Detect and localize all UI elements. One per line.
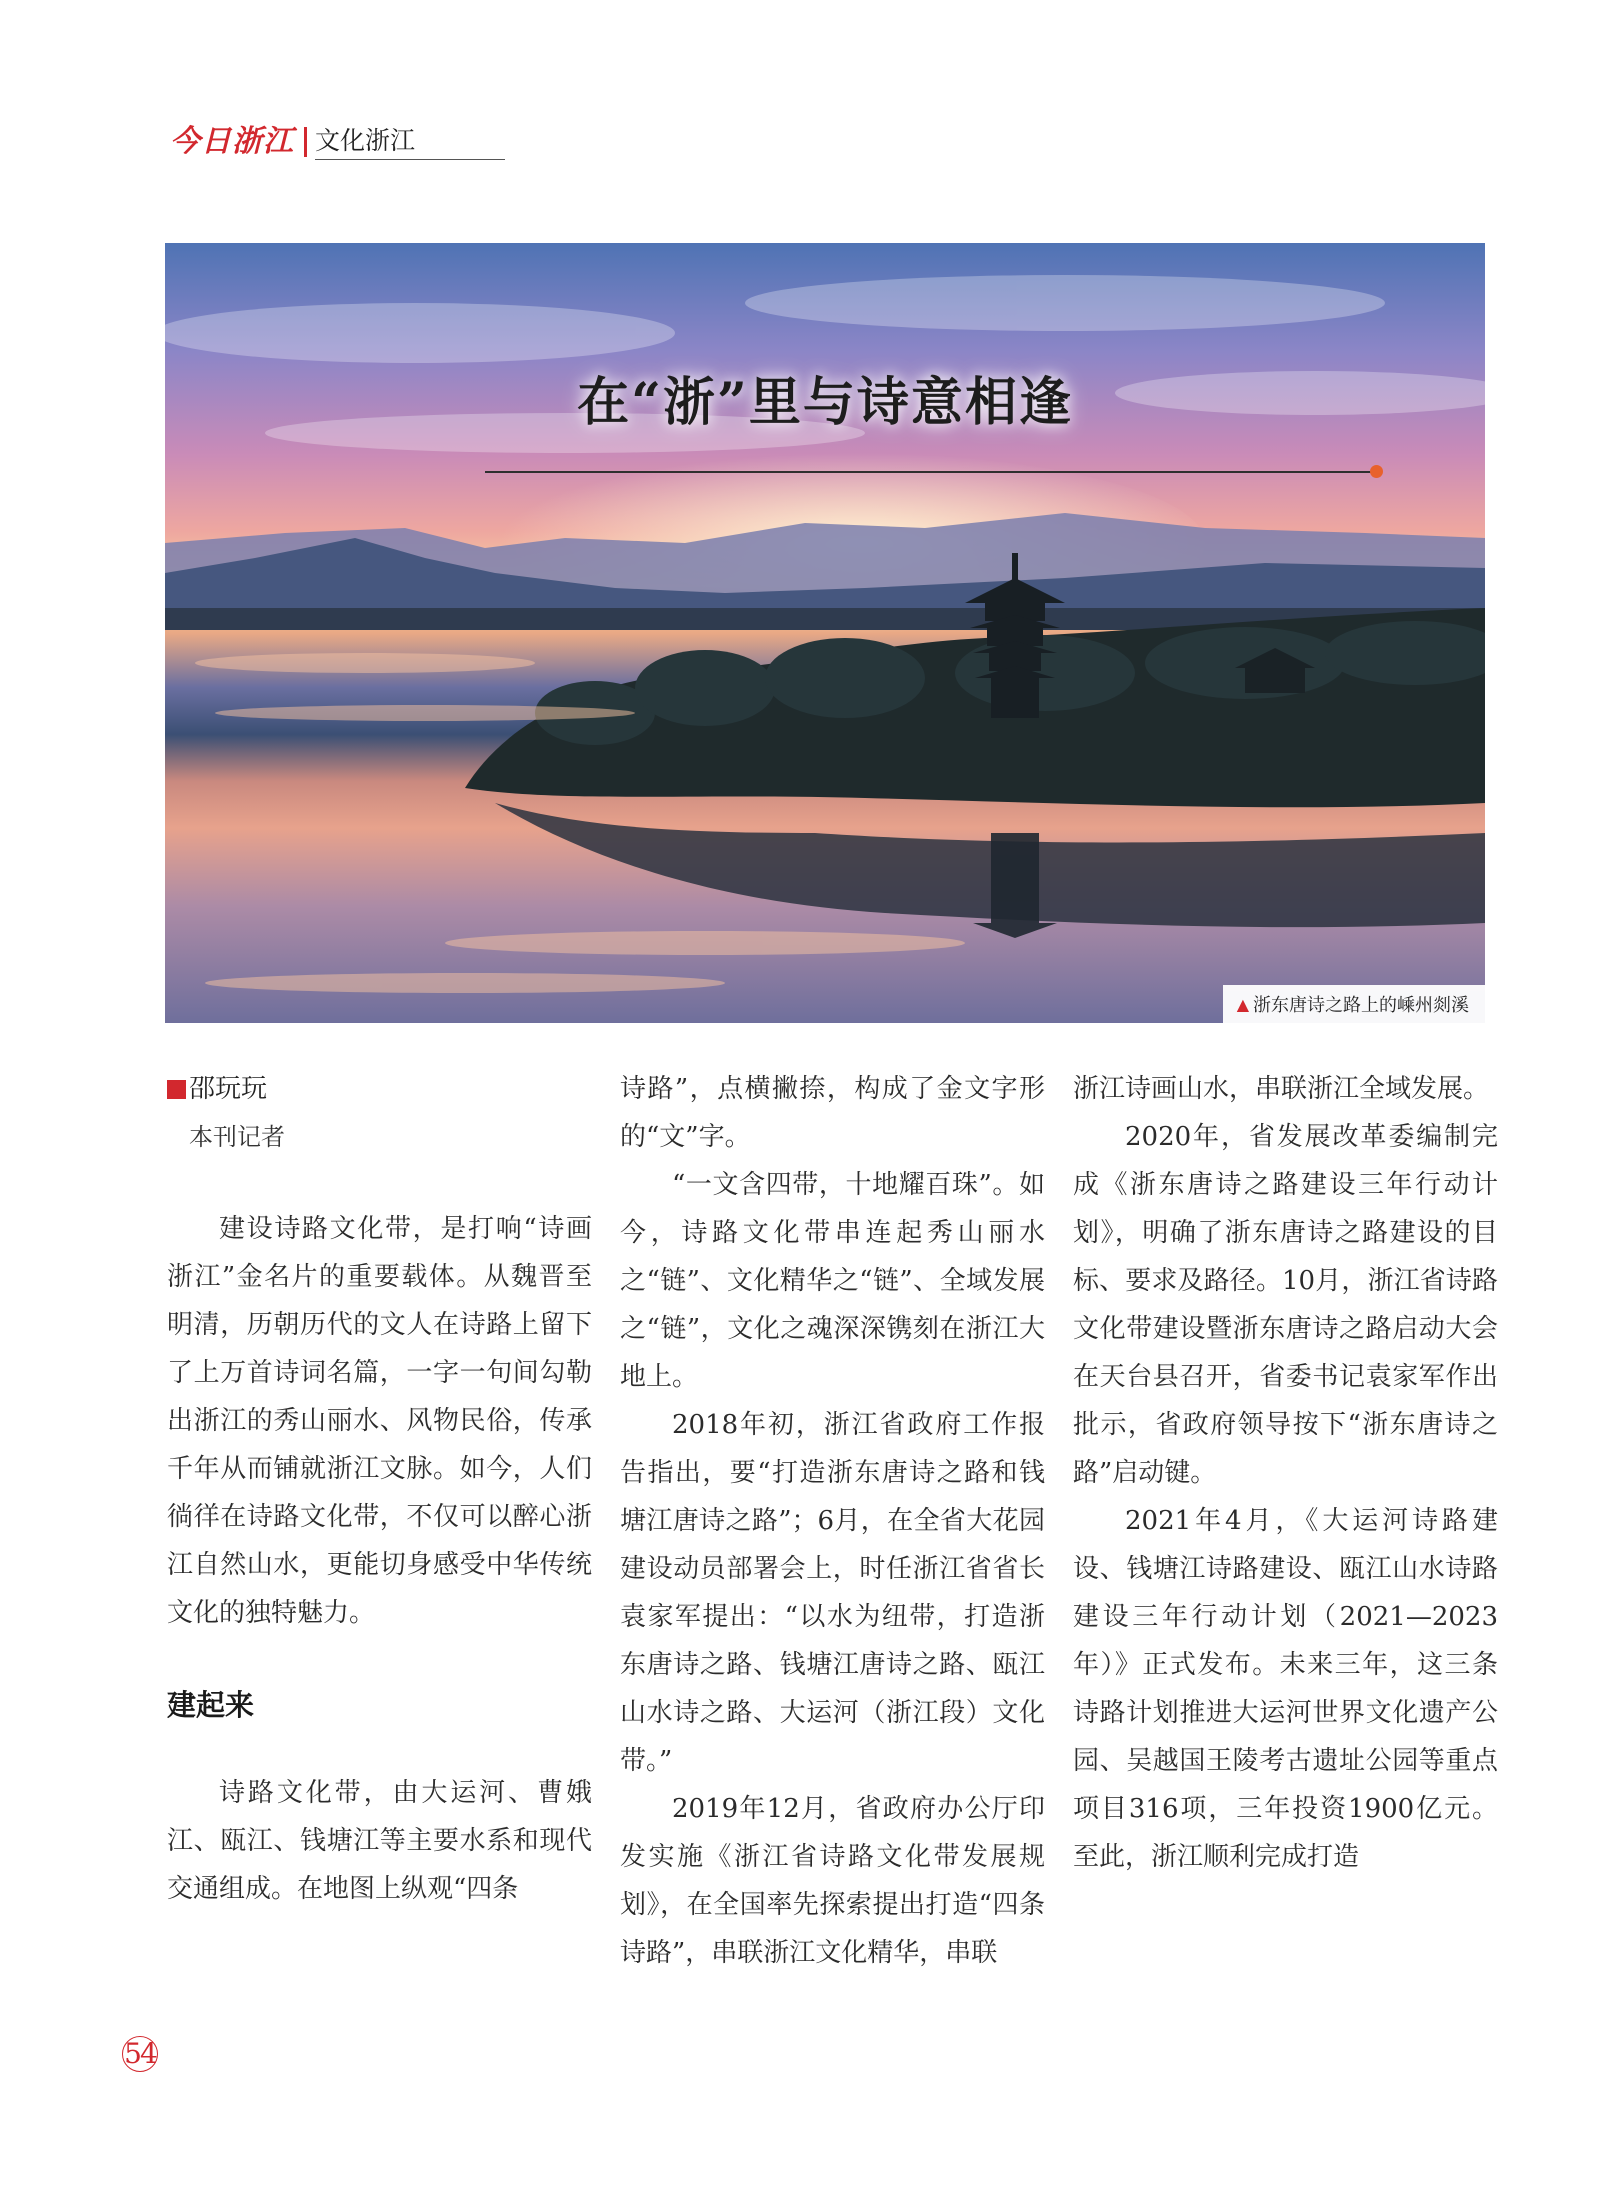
paragraph: 2018年初，浙江省政府工作报告指出，要“打造浙东唐诗之路和钱塘江唐诗之路”；6月，在全省大花园建设动员部署会上，时任浙江省省长袁家军提出：“以水为纽带，打造浙东唐诗之路、钱塘江唐诗之路、瓯江山水诗之路、大运河（浙江段）文化带。” — [620, 1410, 1045, 1776]
paragraph: 2020年，省发展改革委编制完成《浙东唐诗之路建设三年行动计划》，明确了浙东唐诗之路建设的目标、要求及路径。10月，浙江省诗路文化带建设暨浙东唐诗之路启动大会在天台县召开，省委书记袁家军作出批示，省政府领导按下“浙东唐诗之路”启动键。 — [1073, 1122, 1498, 1488]
page-header — [170, 124, 505, 160]
text-column-3 — [1073, 1065, 1498, 1881]
paragraph: 2021年4月，《大运河诗路建设、钱塘江诗路建设、瓯江山水诗路建设三年行动计划（2021—2023年）》正式发布。未来三年，这三条诗路计划推进大运河世界文化遗产公园、吴越国王陵考古遗址公园等重点项目316项，三年投资1900亿元。至此，浙江顺利完成打造 — [1073, 1506, 1498, 1872]
photo-caption — [1223, 985, 1485, 1023]
header-divider — [304, 127, 307, 157]
caption-text: 浙东唐诗之路上的嵊州剡溪 — [1253, 995, 1469, 1016]
byline — [167, 1065, 592, 1113]
author-role: 本刊记者 — [189, 1123, 285, 1151]
title-underline — [485, 471, 1375, 473]
section-heading: 建起来 — [167, 1688, 255, 1722]
page-number: 54 — [122, 2036, 158, 2072]
title-underline-dot — [1370, 465, 1383, 478]
section-name: 文化浙江 — [315, 123, 505, 160]
text-column-2 — [620, 1065, 1045, 1977]
paragraph: “一文含四带，十地耀百珠”。如今，诗路文化带串连起秀山丽水之“链”、文化精华之“链”、全域发展之“链”，文化之魂深深镌刻在浙江大地上。 — [620, 1170, 1045, 1392]
paragraph: 浙江诗画山水，串联浙江全域发展。 — [1073, 1074, 1490, 1104]
hero-photo — [165, 243, 1485, 1023]
paragraph: 建设诗路文化带，是打响“诗画浙江”金名片的重要载体。从魏晋至明清，历朝历代的文人在诗路上留下了上万首诗词名篇，一字一句间勾勒出浙江的秀山丽水、风物民俗，传承千年从而铺就浙江文脉。如今，人们徜徉在诗路文化带，不仅可以醉心浙江自然山水，更能切身感受中华传统文化的独特魅力。 — [167, 1214, 592, 1628]
paragraph: 2019年12月，省政府办公厅印发实施《浙江省诗路文化带发展规划》，在全国率先探索提出打造“四条诗路”，串联浙江文化精华，串联 — [620, 1794, 1045, 1968]
magazine-logo: 今日浙江 — [170, 124, 294, 159]
paragraph: 诗路”，点横撇捺，构成了金文字形的“文”字。 — [620, 1074, 1045, 1152]
paragraph: 诗路文化带，由大运河、曹娥江、瓯江、钱塘江等主要水系和现代交通组成。在地图上纵观“四条 — [167, 1778, 592, 1904]
author-name: 邵玩玩 — [189, 1074, 268, 1104]
text-column-1 — [167, 1065, 592, 1913]
article-title: 在“浙”里与诗意相逢 — [577, 372, 1073, 433]
triangle-up-icon: ▲ — [1236, 994, 1249, 1014]
square-bullet-icon — [167, 1080, 186, 1099]
